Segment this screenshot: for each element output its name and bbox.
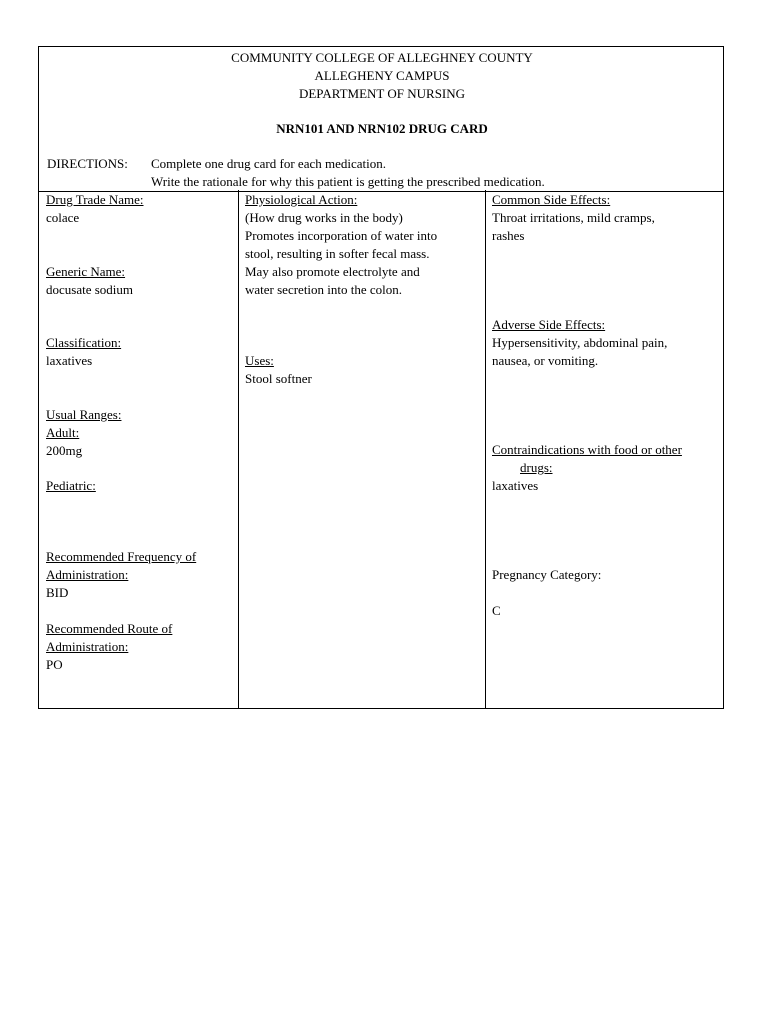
contraindications-label-2-wrap: [492, 459, 722, 477]
contraindications-label-2: drugs:: [520, 460, 553, 475]
classification-label: Classification:: [46, 335, 122, 350]
frequency-value: BID: [46, 585, 69, 600]
directions-text-1: Complete one drug card for each medication.: [151, 156, 386, 171]
card-header: [38, 46, 724, 192]
directions-label: DIRECTIONS:: [47, 156, 128, 171]
frequency-label-2: Administration:: [46, 567, 129, 582]
action-line-5: water secretion into the colon.: [245, 282, 403, 297]
column-drug-info: [39, 190, 239, 708]
adult-value: 200mg: [46, 443, 83, 458]
usual-ranges-label: Usual Ranges:: [46, 407, 122, 422]
common-side-effects-line-2: rashes: [492, 228, 525, 243]
card-title: NRN101 AND NRN102 DRUG CARD: [276, 121, 488, 136]
adverse-side-effects-line-2: nausea, or vomiting.: [492, 353, 599, 368]
action-line-4: May also promote electrolyte and: [245, 264, 420, 279]
route-label-1: Recommended Route of: [46, 621, 173, 636]
action-line-1: (How drug works in the body): [245, 210, 403, 225]
column-action: [239, 190, 486, 708]
department-name: DEPARTMENT OF NURSING: [298, 86, 466, 101]
uses-label: Uses:: [245, 353, 274, 368]
directions-line-2: [47, 173, 545, 191]
pediatric-label: Pediatric:: [46, 478, 96, 493]
classification-value: laxatives: [46, 353, 93, 368]
contraindications-value: laxatives: [492, 478, 539, 493]
action-line-3: stool, resulting in softer fecal mass.: [245, 246, 430, 261]
trade-name-value: colace: [46, 210, 80, 225]
adverse-side-effects-line-1: Hypersensitivity, abdominal pain,: [492, 335, 668, 350]
pregnancy-category-value: C: [492, 603, 501, 618]
adult-label: Adult:: [46, 425, 80, 440]
generic-name-value: docusate sodium: [46, 282, 134, 297]
adverse-side-effects-label: Adverse Side Effects:: [492, 317, 606, 332]
pregnancy-category-label: Pregnancy Category:: [492, 567, 602, 582]
college-name: COMMUNITY COLLEGE OF ALLEGHNEY COUNTY: [231, 50, 533, 65]
common-side-effects-label: Common Side Effects:: [492, 192, 611, 207]
drug-card: [38, 46, 724, 709]
route-value: PO: [46, 657, 63, 672]
column-side-effects: [486, 190, 723, 708]
directions-line-1: [47, 155, 386, 173]
directions-text-2: Write the rationale for why this patient is getting the prescribed medication.: [151, 174, 545, 189]
card-body: [38, 190, 724, 709]
frequency-label-1: Recommended Frequency of: [46, 549, 197, 564]
common-side-effects-line-1: Throat irritations, mild cramps,: [492, 210, 655, 225]
campus-name: ALLEGHENY CAMPUS: [314, 68, 450, 83]
generic-name-label: Generic Name:: [46, 264, 126, 279]
contraindications-label-1: Contraindications with food or other: [492, 442, 682, 457]
physiological-action-label: Physiological Action:: [245, 192, 358, 207]
route-label-2: Administration:: [46, 639, 129, 654]
uses-value: Stool softner: [245, 371, 312, 386]
trade-name-label: Drug Trade Name:: [46, 192, 144, 207]
action-line-2: Promotes incorporation of water into: [245, 228, 438, 243]
